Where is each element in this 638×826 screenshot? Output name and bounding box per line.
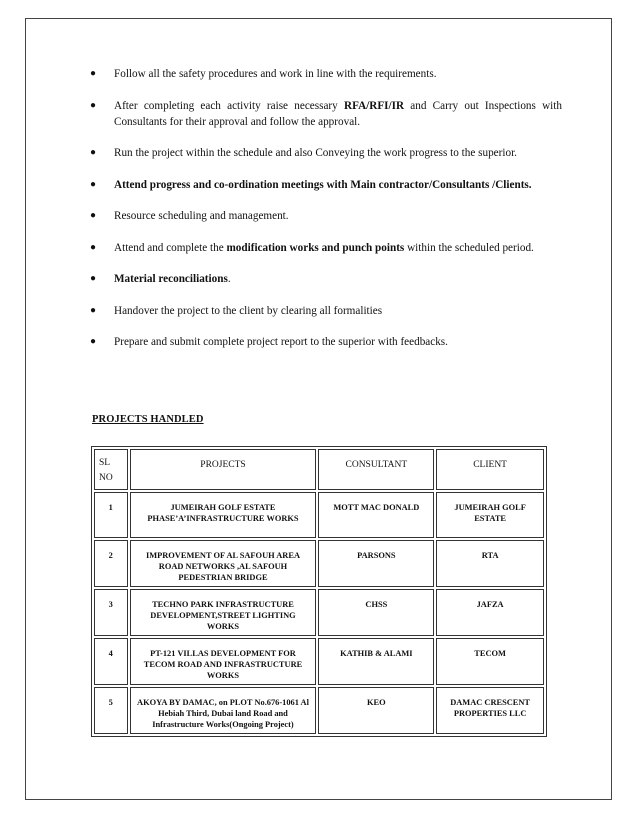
- bullet-icon: ●: [90, 304, 97, 316]
- header-projects: PROJECTS: [130, 449, 317, 490]
- cell-project: IMPROVEMENT OF AL SAFOUH AREA ROAD NETWORKS ,AL SAFOUH PEDESTRIAN BRIDGE: [130, 540, 317, 587]
- section-title: PROJECTS HANDLED: [92, 414, 204, 425]
- list-item: ● Run the project within the schedule and also Conveying the work progress to the superior.: [90, 147, 517, 159]
- header-sl-no: SL NO: [94, 449, 128, 490]
- cell-project: JUMEIRAH GOLF ESTATE PHASE’A’INFRASTRUCTURE WORKS: [130, 492, 317, 538]
- cell-consultant: MOTT MAC DONALD: [318, 492, 434, 538]
- table-row: [94, 687, 544, 734]
- bullet-icon: ●: [90, 99, 97, 111]
- table-header-row: [94, 449, 544, 490]
- cell-sl: 5: [94, 687, 128, 734]
- table-row: [94, 540, 544, 587]
- bullet-icon: ●: [90, 210, 97, 221]
- bullet-icon: ●: [90, 273, 97, 284]
- responsibilities-list: [90, 66, 562, 366]
- table-row: [94, 638, 544, 685]
- bullet-icon: ●: [90, 68, 97, 79]
- cell-project: PT-121 VILLAS DEVELOPMENT FOR TECOM ROAD AND INFRASTRUCTURE WORKS: [130, 638, 317, 685]
- table-row: [94, 492, 544, 538]
- list-item: ● Attend and complete the modification works and punch points within the scheduled period.: [90, 241, 534, 254]
- cell-sl: 2: [94, 540, 128, 587]
- cell-client: JAFZA: [436, 589, 544, 636]
- projects-table: [91, 446, 547, 737]
- cell-client: DAMAC CRESCENT PROPERTIES LLC: [436, 687, 544, 734]
- bullet-icon: ●: [90, 241, 97, 253]
- bullet-icon: ●: [90, 336, 97, 347]
- cell-project: AKOYA BY DAMAC, on PLOT No.676-1061 Al Hebiah Third, Dubai land Road and Infrastructure Works(Ongoing Project): [130, 687, 317, 734]
- bullet-icon: ●: [90, 147, 97, 158]
- cell-sl: 1: [94, 492, 128, 538]
- list-item: ● Material reconciliations.: [90, 273, 231, 285]
- bullet-icon: ●: [90, 178, 97, 190]
- cell-client: TECOM: [436, 638, 544, 685]
- cell-consultant: KEO: [318, 687, 434, 734]
- list-item: ● After completing each activity raise necessary RFA/RFI/IR and Carry out Inspections with Consultants for their approval and follow the approval.: [90, 99, 562, 128]
- cell-consultant: PARSONS: [318, 540, 434, 587]
- cell-consultant: KATHIB & ALAMI: [318, 638, 434, 685]
- cell-project: TECHNO PARK INFRASTRUCTURE DEVELOPMENT,STREET LIGHTING WORKS: [130, 589, 317, 636]
- list-item: ● Prepare and submit complete project report to the superior with feedbacks.: [90, 336, 448, 348]
- cell-sl: 3: [94, 589, 128, 636]
- cell-client: RTA: [436, 540, 544, 587]
- list-item: ● Follow all the safety procedures and work in line with the requirements.: [90, 68, 437, 80]
- header-client: CLIENT: [436, 449, 544, 490]
- cell-consultant: CHSS: [318, 589, 434, 636]
- list-item: ● Attend progress and co-ordination meetings with Main contractor/Consultants /Clients.: [90, 178, 532, 191]
- cell-sl: 4: [94, 638, 128, 685]
- list-item: ● Resource scheduling and management.: [90, 210, 289, 222]
- cell-client: JUMEIRAH GOLF ESTATE: [436, 492, 544, 538]
- header-consultant: CONSULTANT: [318, 449, 434, 490]
- table-row: [94, 589, 544, 636]
- list-item: ● Handover the project to the client by clearing all formalities: [90, 304, 383, 317]
